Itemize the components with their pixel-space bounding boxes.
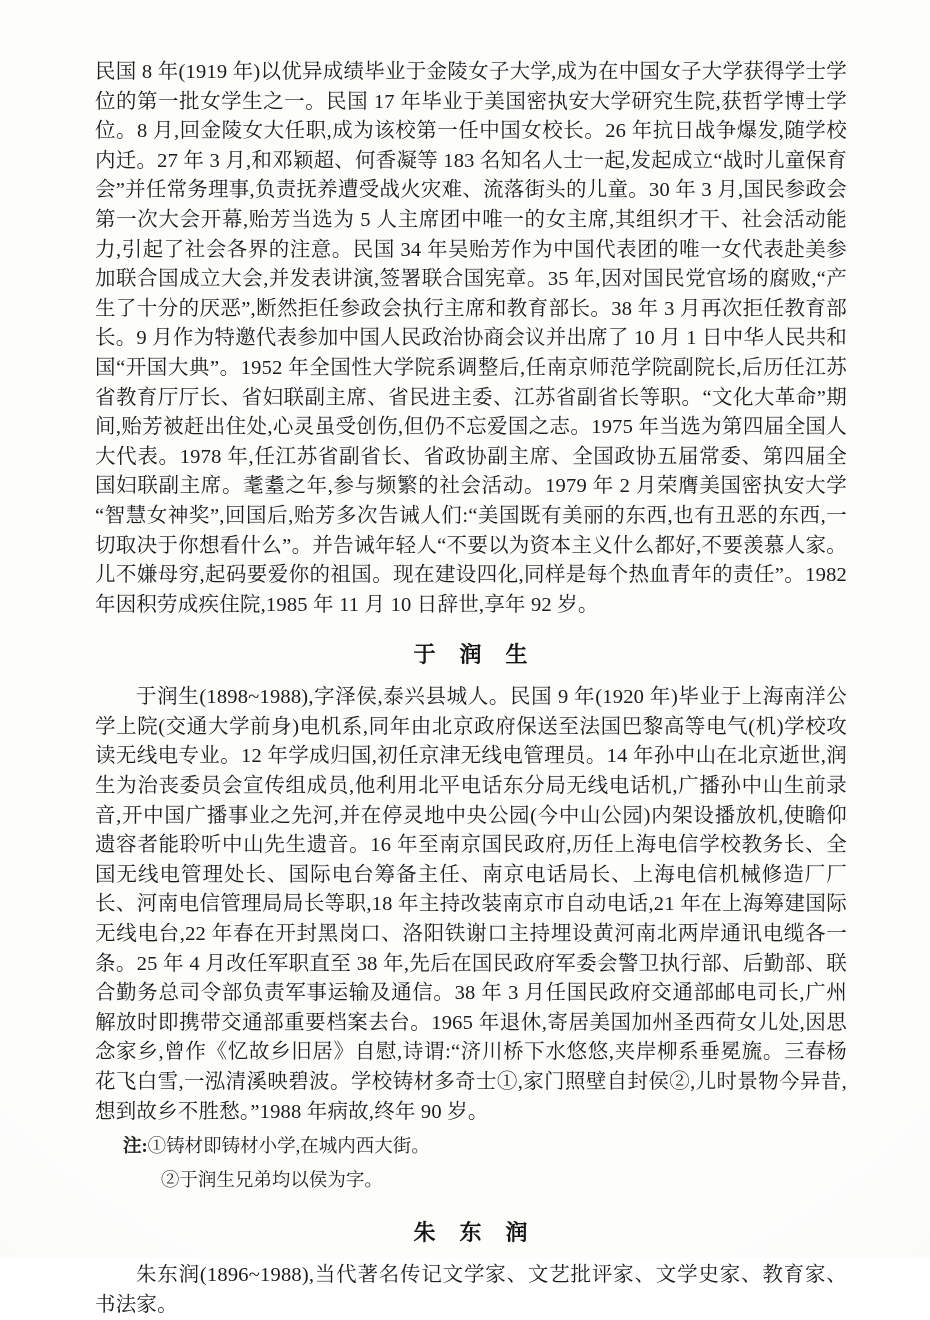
entry-heading-zhu-dongrun: 朱 东 润 [413,1220,529,1246]
entry-body-yu-runsheng: 于润生(1898~1988),字泽侯,泰兴县城人。民国 9 年(1920 年)毕业于上海南洋公学上院(交通大学前身)电机系,同年由北京政府保送至法国巴黎高等电气(机)学校攻读无线电专业。12 年学成归国,初任京津无线电管理员。14 年孙中山在北京逝世,润生为治丧委员会宣传组成员,他利用北平电话东分局无线电话机,广播孙中山生前录音,开中国广播事业之先河,并在停灵地中央公园(今中山公园)内架设播放机,使瞻仰遗容者能聆听中山先生遗音。16 年至南京国民政府,历任上海电信学校教务长、全国无线电管理处长、国际电台筹备主任、南京电话局长、上海电信机械修造厂厂长、河南电信管理局局长等职,18 年主持改装南京市自动电话,21 年在上海筹建国际无线电台,22 年春在开封黑岗口、洛阳铁谢口主持埋设黄河南北两岸通讯电缆各一条。25 年 4 月改任军职直至 38 年,先后在国民政府军委会警卫执行部、后勤部、联合勤务总司令部负责军事运输及通信。38 年 3 月任国民政府交通部邮电司长,广州解放时即携带交通部重要档案去台。1965 年退休,寄居美国加州圣西荷女儿处,因思念家乡,曾作《忆故乡旧居》自慰,诗谓:“济川桥下水悠悠,夹岸柳系垂冕旒。三春杨花飞白雪,一泓清溪映碧波。学校铸材多奇士①,家门照壁自封侯②,儿时景物今异昔,想到故乡不胜愁。”1988 年病故,终年 90 岁。 [95,686,847,1123]
footnote-line-1 [123,1130,847,1164]
footnote-item-1: ①铸材即铸材小学,在城内西大街。 [147,1137,430,1158]
entry-body-zhu-dongrun: 朱东润(1896~1988),当代著名传记文学家、文艺批评家、文学史家、教育家、书法家。 [95,1264,847,1316]
footnotes [123,1130,847,1198]
page-content [95,58,847,1320]
footnote-line-2 [123,1164,847,1198]
footnote-label: 注: [123,1137,148,1158]
entry-wu-yifang-continuation-paragraph: 民国 8 年(1919 年)以优异成绩毕业于金陵女子大学,成为在中国女子大学获得学士学位的第一批女学生之一。民国 17 年毕业于美国密执安大学研究生院,获哲学博士学位。8 月,回金陵女大任职,成为该校第一任中国女校长。26 年抗日战争爆发,随学校内迁。27 年 3 月,和邓颖超、何香凝等 183 名知名人士一起,发起成立“战时儿童保育会”并任常务理事,负责抚养遭受战火灾难、流落街头的儿童。30 年 3 月,国民参政会第一次大会开幕,贻芳当选为 5 人主席团中唯一的女主席,其组织才干、社会活动能力,引起了社会各界的注意。民国 34 年吴贻芳作为中国代表团的唯一女代表赴美参加联合国成立大会,并发表讲演,签署联合国宪章。35 年,因对国民党官场的腐败,“产生了十分的厌恶”,断然拒任参政会执行主席和教育部长。38 年 3 月再次拒任教育部长。9 月作为特邀代表参加中国人民政治协商会议并出席了 10 月 1 日中华人民共和国“开国大典”。1952 年全国性大学院系调整后,任南京师范学院副院长,后历任江苏省教育厅厅长、省妇联副主席、省民进主委、江苏省副省长等职。“文化大革命”期间,贻芳被赶出住处,心灵虽受创伤,但仍不忘爱国之志。1975 年当选为第四届全国人大代表。1978 年,任江苏省副省长、省政协副主席、全国政协五届常委、第四届全国妇联副主席。耄耋之年,参与频繁的社会活动。1979 年 2 月荣膺美国密执安大学“智慧女神奖”,回国后,贻芳多次告诫人们:“美国既有美丽的东西,也有丑恶的东西,一切取决于你想看什么”。并告诫年轻人“不要以为资本主义什么都好,不要羡慕人家。儿不嫌母穷,起码要爱你的祖国。现在建设四化,同样是每个热血青年的责任”。1982 年因积劳成疾住院,1985 年 11 月 10 日辞世,享年 92 岁。 [95,61,847,616]
footnote-item-2: ②于润生兄弟均以侯为字。 [160,1171,383,1192]
entry-heading-yu-runsheng: 于 润 生 [413,642,529,668]
